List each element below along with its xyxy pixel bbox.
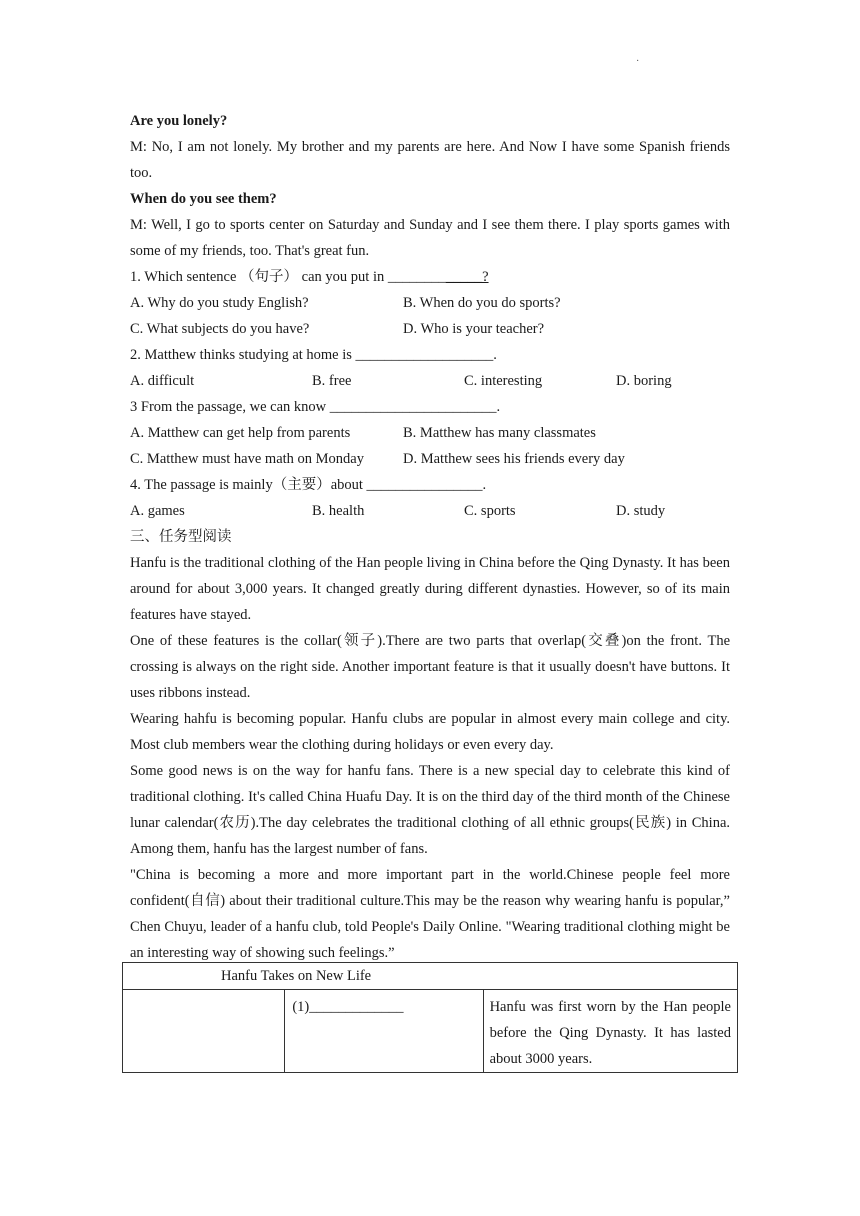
table-cell-topic <box>123 990 285 1073</box>
passage-paragraph-3: Wearing hahfu is becoming popular. Hanfu clubs are popular in almost every main college and city. Most club members wear the clothing during holidays or even every day. <box>130 711 730 753</box>
table-row <box>123 990 738 1073</box>
question-1-option-c: C. What subjects do you have? <box>130 321 310 337</box>
question-4-option-b: B. health <box>312 503 365 519</box>
page-mark: · <box>636 56 640 67</box>
question-4-option-c: C. sports <box>464 503 516 519</box>
question-1-options-row-2 <box>130 316 730 342</box>
summary-table-caption-row <box>123 963 738 990</box>
summary-table <box>122 962 738 1073</box>
passage-paragraph-4: Some good news is on the way for hanfu fans. There is a new special day to celebrate this kind of traditional clothing. It's called China Huafu Day. It is on the third day of the third month of the Chinese lunar calendar(农历).The day celebrates the traditional clothing of all ethnic groups(民族) in China. Among them, hanfu has the largest number of fans. <box>130 763 730 857</box>
question-3-option-d: D. Matthew sees his friends every day <box>403 451 625 467</box>
question-3-stem: 3 From the passage, we can know _______________________. <box>130 399 501 415</box>
section-heading: 三、任务型阅读 <box>130 529 232 545</box>
table-cell-detail: Hanfu was first worn by the Han people before the Qing Dynasty. It has lasted about 3000 years. <box>483 990 737 1073</box>
passage-paragraph-5: "China is becoming a more and more important part in the world.Chinese people feel more confident(自信) about their traditional culture.This may be the reason why wearing hanfu is popular,” Chen Chuyu, leader of a hanfu club, told People's Daily Online. "Wearing traditional clothing might be an interesting way of showing such feelings.” <box>130 867 730 961</box>
question-4-stem: 4. The passage is mainly（主要）about ________________. <box>130 477 487 493</box>
question-2-stem: 2. Matthew thinks studying at home is ___________________. <box>130 347 497 363</box>
question-4-option-a: A. games <box>130 503 185 519</box>
question-4-options <box>130 498 730 524</box>
table-cell-blank-1: (1)_____________ <box>285 990 483 1073</box>
question-2-option-a: A. difficult <box>130 373 195 389</box>
question-3-options-row-1 <box>130 420 730 446</box>
question-1-option-d: D. Who is your teacher? <box>403 321 545 337</box>
question-1-option-b: B. When do you do sports? <box>403 295 561 311</box>
question-1-stem <box>130 264 730 290</box>
dialogue-question-1: Are you lonely? <box>130 113 228 129</box>
question-1-option-a: A. Why do you study English? <box>130 295 309 311</box>
summary-table-caption: Hanfu Takes on New Life <box>123 963 738 990</box>
question-1-blank: _____? <box>445 269 489 285</box>
passage-paragraph-1: Hanfu is the traditional clothing of the Han people living in China before the Qing Dynasty. It has been around for about 3,000 years. It changed greatly during different dynasties. However, so of its main features have stayed. <box>130 555 730 623</box>
document-body <box>130 108 730 966</box>
question-2-option-c: C. interesting <box>464 373 543 389</box>
passage-paragraph-2: One of these features is the collar(领子).There are two parts that overlap(交叠)on the front. The crossing is always on the right side. Another important feature is that it usually doesn't have buttons. It uses ribbons instead. <box>130 633 730 701</box>
question-1-stem-text: 1. Which sentence （句子） can you put in ________ <box>130 269 446 285</box>
dialogue-question-2: When do you see them? <box>130 191 277 207</box>
question-2-options <box>130 368 730 394</box>
question-1-options-row-1 <box>130 290 730 316</box>
dialogue-answer-1: M: No, I am not lonely. My brother and my parents are here. And Now I have some Spanish friends too. <box>130 139 730 181</box>
question-2-option-d: D. boring <box>616 373 672 389</box>
question-4-option-d: D. study <box>616 503 666 519</box>
question-3-option-c: C. Matthew must have math on Monday <box>130 451 364 467</box>
question-2-option-b: B. free <box>312 373 352 389</box>
question-3-option-b: B. Matthew has many classmates <box>403 425 596 441</box>
question-3-options-row-2 <box>130 446 730 472</box>
question-3-option-a: A. Matthew can get help from parents <box>130 425 351 441</box>
dialogue-answer-2: M: Well, I go to sports center on Saturday and Sunday and I see them there. I play sports games with some of my friends, too. That's great fun. <box>130 217 730 259</box>
